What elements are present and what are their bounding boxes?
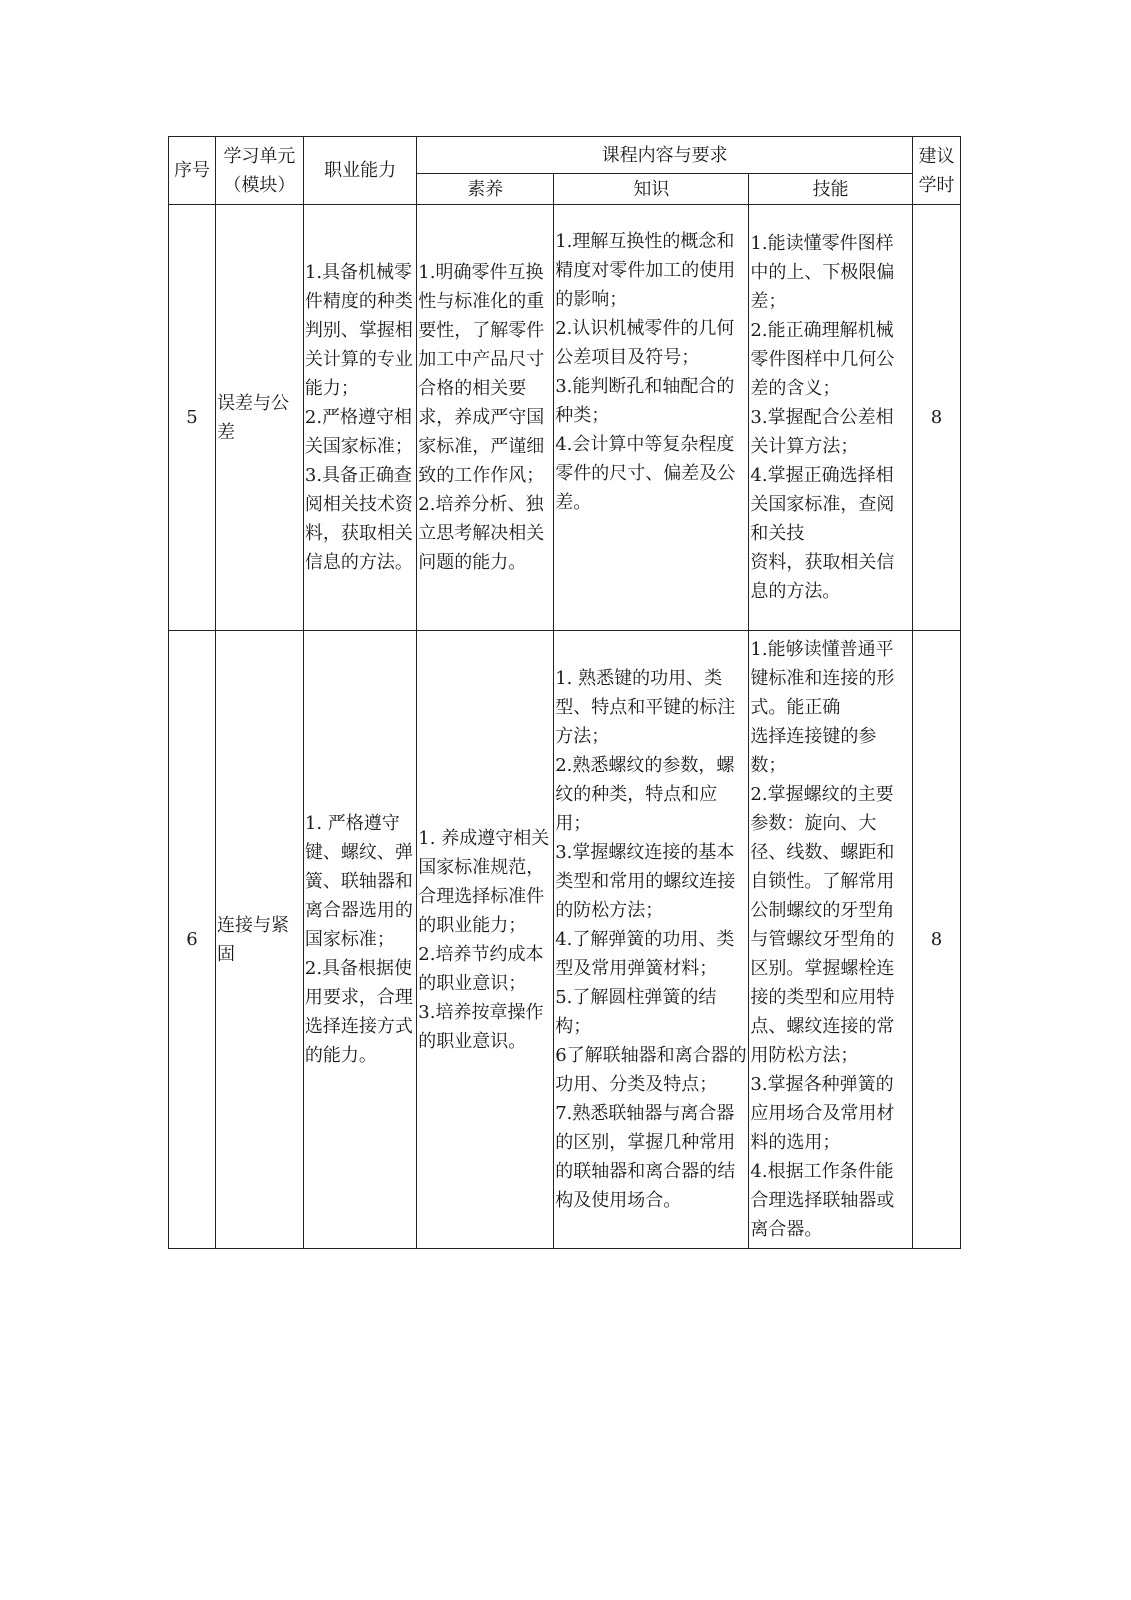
course-table [168,136,961,1249]
header-hours-line1: 建议 [918,145,955,167]
row-literacy [417,631,554,1249]
header-content-group: 课程内容与要求 [417,137,913,174]
header-index: 序号 [169,137,216,205]
list-item: 7.熟悉联轴器与离合器的区别，掌握几种常用的联轴器和离合器的结构及使用场合。 [555,1103,736,1211]
row-knowledge [554,205,749,631]
list-item: 1. 熟悉键的功用、类型、特点和平键的标注方法； [555,668,736,747]
list-item: 2.掌握螺纹的主要参数：旋向、大径、线数、螺距和 [750,784,895,863]
list-item: 1.具备机械零件精度的种类判别、掌握相关计算的专业能力； [304,262,413,399]
list-item: 3.具备正确查阅相关技术资料，获取相关信息的方法。 [304,465,413,573]
list-item: 3.掌握配合公差相关计算方法； [750,407,894,457]
list-item: 2.认识机械零件的几何公差项目及符号； [555,318,735,368]
table-row [169,205,961,631]
header-hours [912,137,960,205]
list-item: 3.掌握螺纹连接的基本类型和常用的螺纹连接的防松方法； [555,842,736,921]
list-item: 4.了解弹簧的功用、类型及常用弹簧材料； [555,929,735,979]
list-item: 1. 严格遵守键、螺纹、弹簧、联轴器和离合器选用的国家标准； [304,813,413,950]
header-hours-line2: 学时 [918,174,955,196]
list-item: 资料，获取相关信息的方法。 [750,552,895,602]
row-hours: 8 [912,205,960,631]
list-item: 2.严格遵守相关国家标准； [304,407,413,457]
list-item: 5.了解圆柱弹簧的结构； [555,987,717,1037]
header-unit [216,137,304,205]
row-ability [303,205,416,631]
list-item: 6了解联轴器和离合器的功用、分类及特点； [555,1045,747,1095]
list-item: 2.熟悉螺纹的参数，螺纹的种类，特点和应用； [555,755,735,834]
row-literacy [417,205,554,631]
row-skill [749,631,913,1249]
list-item: 选择连接键的参数； [750,726,877,776]
list-item: 4.掌握正确选择相关国家标准，查阅和关技 [750,465,895,544]
list-item: 3.能判断孔和轴配合的种类； [555,376,735,426]
header-row-1 [169,137,961,174]
row-unit: 误差与公差 [216,205,304,631]
header-skill: 技能 [749,174,913,205]
row-ability [303,631,416,1249]
row-unit: 连接与紧固 [216,631,304,1249]
row-index: 6 [169,631,216,1249]
list-item: 2.具备根据使用要求，合理选择连接方式的能力。 [304,958,413,1066]
header-literacy: 素养 [417,174,554,205]
table-row [169,631,961,1249]
list-item: 2.培养分析、独立思考解决相关问题的能力。 [418,494,545,573]
row-index: 5 [169,205,216,631]
list-item: 1.明确零件互换性与标准化的重要性，了解零件加工中产品尺寸合格的相关要求，养成严守国家标准，严谨细致的工作作风； [418,262,545,486]
list-item: 1.能读懂零件图样中的上、下极限偏差； [750,233,895,312]
row-hours: 8 [912,631,960,1249]
list-item: 1.能够读懂普通平键标准和连接的形式。能正确 [750,639,895,718]
row-knowledge [554,631,749,1249]
list-item: 2.能正确理解机械零件图样中几何公差的含义； [750,320,895,399]
list-item: 4.根据工作条件能合理选择联轴器或离合器。 [750,1161,895,1240]
header-ability: 职业能力 [303,137,416,205]
header-unit-line1: 学习单元 [223,145,296,167]
row-skill [749,205,913,631]
list-item: 2.培养节约成本的职业意识； [418,943,544,994]
list-item: 4.会计算中等复杂程度零件的尺寸、偏差及公差。 [555,434,736,513]
list-item: 1. 养成遵守相关国家标准规范，合理选择标准件的职业能力； [418,827,550,936]
list-item: 1.理解互换性的概念和精度对零件加工的使用的影响； [555,231,736,310]
list-item: 3.培养按章操作的职业意识。 [418,1001,544,1052]
header-unit-line2: （模块） [223,174,296,196]
list-item: 3.掌握各种弹簧的应用场合及常用材料的选用； [750,1074,895,1153]
list-item: 自锁性。了解常用公制螺纹的牙型角与管螺纹牙型角的区别。掌握螺栓连接的类型和应用特点、螺纹连接的常用防松方法； [750,871,895,1066]
header-knowledge: 知识 [554,174,749,205]
